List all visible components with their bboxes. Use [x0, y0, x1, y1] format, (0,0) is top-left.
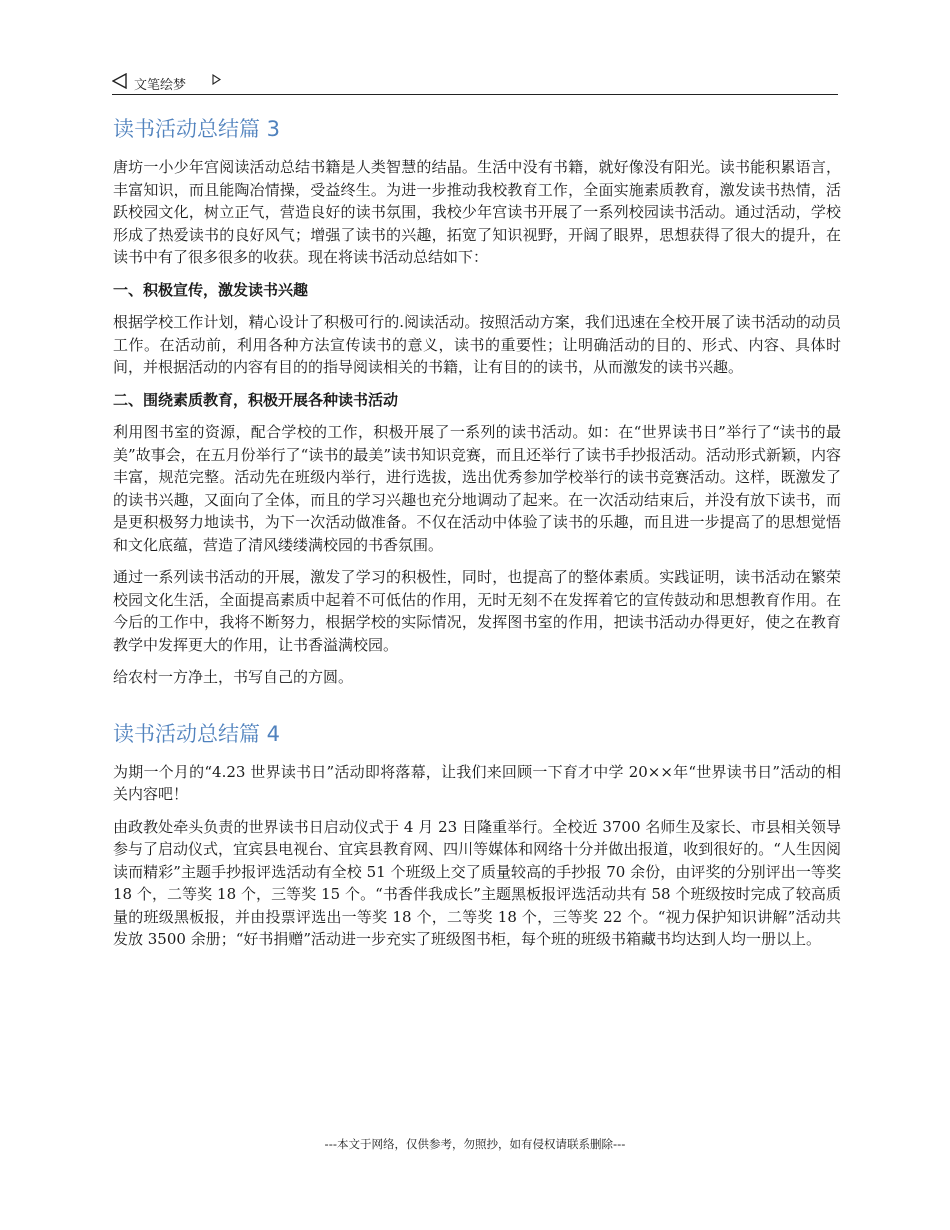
section3-para-4: 给农村一方净土，书写自己的方圆。 — [113, 668, 354, 686]
section3-para-2: 利用图书室的资源，配合学校的工作，积极开展了一系列的读书活动。如：在“世界读书日”举行了“读书的最美”故事会，在五月份举行了“读书的最美”读书知识竞赛，而且还举行了读书手抄报活动。活动形式新颖，内容丰富，规范完整。活动先在班级内举行，进行选拔，选出优秀参加学校举行的读书竞赛活动。这样，既激发了的读书兴趣，又面向了全体，而且的学习兴趣也充分地调动了起来。在一次活动结束后，并没有放下读书，而是更积极努力地读书，为下一次活动做准备。不仅在活动中体验了读书的乐趣，而且进一步提高了的思想觉悟和文化底蕴，营造了清风缕缕满校园的书香氛围。 — [113, 423, 842, 554]
section4-para-2: 由政教处牵头负责的世界读书日启动仪式于 4 月 23 日隆重举行。全校近 3700 名师生及家长、市县相关领导参与了启动仪式，宜宾县电视台、宜宾县教育网、四川等媒体和网络十分并做出报道，收到很好的。“人生因阅读而精彩”主题手抄报评选活动有全校 51 个班级上交了质量较高的手抄报 70 余份，由评奖的分别评出一等奖 18 个，二等奖 18 个，三等奖 15 个。“书香伴我成长”主题黑板报评选活动共有 58 个班级按时完成了较高质量的班级黑板报，并由投票评选出一等奖 18 个，二等奖 18 个，三等奖 22 个。“视力保护知识讲解”活动共发放 3500 余册；“好书捐赠”活动进一步充实了班级图书柜，每个班的班级书箱藏书均达到人均一册以上。 — [113, 817, 841, 948]
document-body — [113, 112, 841, 951]
section3-para-3: 通过一系列读书活动的开展，激发了学习的积极性，同时，也提高了的整体素质。实践证明，读书活动在繁荣校园文化生活，全面提高素质中起着不可低估的作用，无时无刻不在发挥着它的宣传鼓动和思想教育作用。在今后的工作中，我将不断努力，根据学校的实际情况，发挥图书室的作用，把读书活动办得更好，使之在教育教学中发挥更大的作用，让书香溢满校园。 — [113, 568, 841, 654]
right-triangle-icon — [212, 74, 221, 85]
brand-name: 文笔绘梦 — [134, 78, 187, 93]
section3-intro: 唐坊一小少年宫阅读活动总结书籍是人类智慧的结晶。生活中没有书籍，就好像没有阳光。读书能积累语言，丰富知识，而且能陶冶情操，受益终生。为进一步推动我校教育工作，全面实施素质教育，激发读书热情，活跃校园文化，树立正气，营造良好的读书氛围，我校少年宫读书开展了一系列校园读书活动。通过活动，学校形成了热爱读书的良好风气；增强了读书的兴趣，拓宽了知识视野，开阔了眼界，思想获得了很大的提升，在读书中有了很多很多的收获。现在将读书活动总结如下： — [113, 158, 841, 266]
section3-heading-1: 一、积极宣传，激发读书兴趣 — [113, 280, 309, 299]
section3-para-1: 根据学校工作计划，精心设计了积极可行的.阅读活动。按照活动方案，我们迅速在全校开展了读书活动的动员工作。在活动前，利用各种方法宣传读书的意义，读书的重要性；让明确活动的目的、形式、内容、具体时间，并根据活动的内容有目的的指导阅读相关的书籍，让有目的的读书，从而激发的读书兴趣。 — [113, 313, 841, 376]
left-triangle-icon — [112, 73, 128, 89]
section-title-4: 读书活动总结篇 4 — [113, 721, 281, 746]
section3-heading-2: 二、围绕素质教育，积极开展各种读书活动 — [113, 390, 399, 409]
section4-para-1: 为期一个月的“4.23 世界读书日”活动即将落幕，让我们来回顾一下育才中学 20××年“世界读书日”活动的相关内容吧！ — [113, 762, 841, 803]
section-title-3: 读书活动总结篇 3 — [113, 117, 281, 141]
page-header — [112, 72, 838, 95]
page-footer: ---本文于网络，仅供参考，勿照抄，如有侵权请联系删除--- — [324, 1137, 626, 1151]
